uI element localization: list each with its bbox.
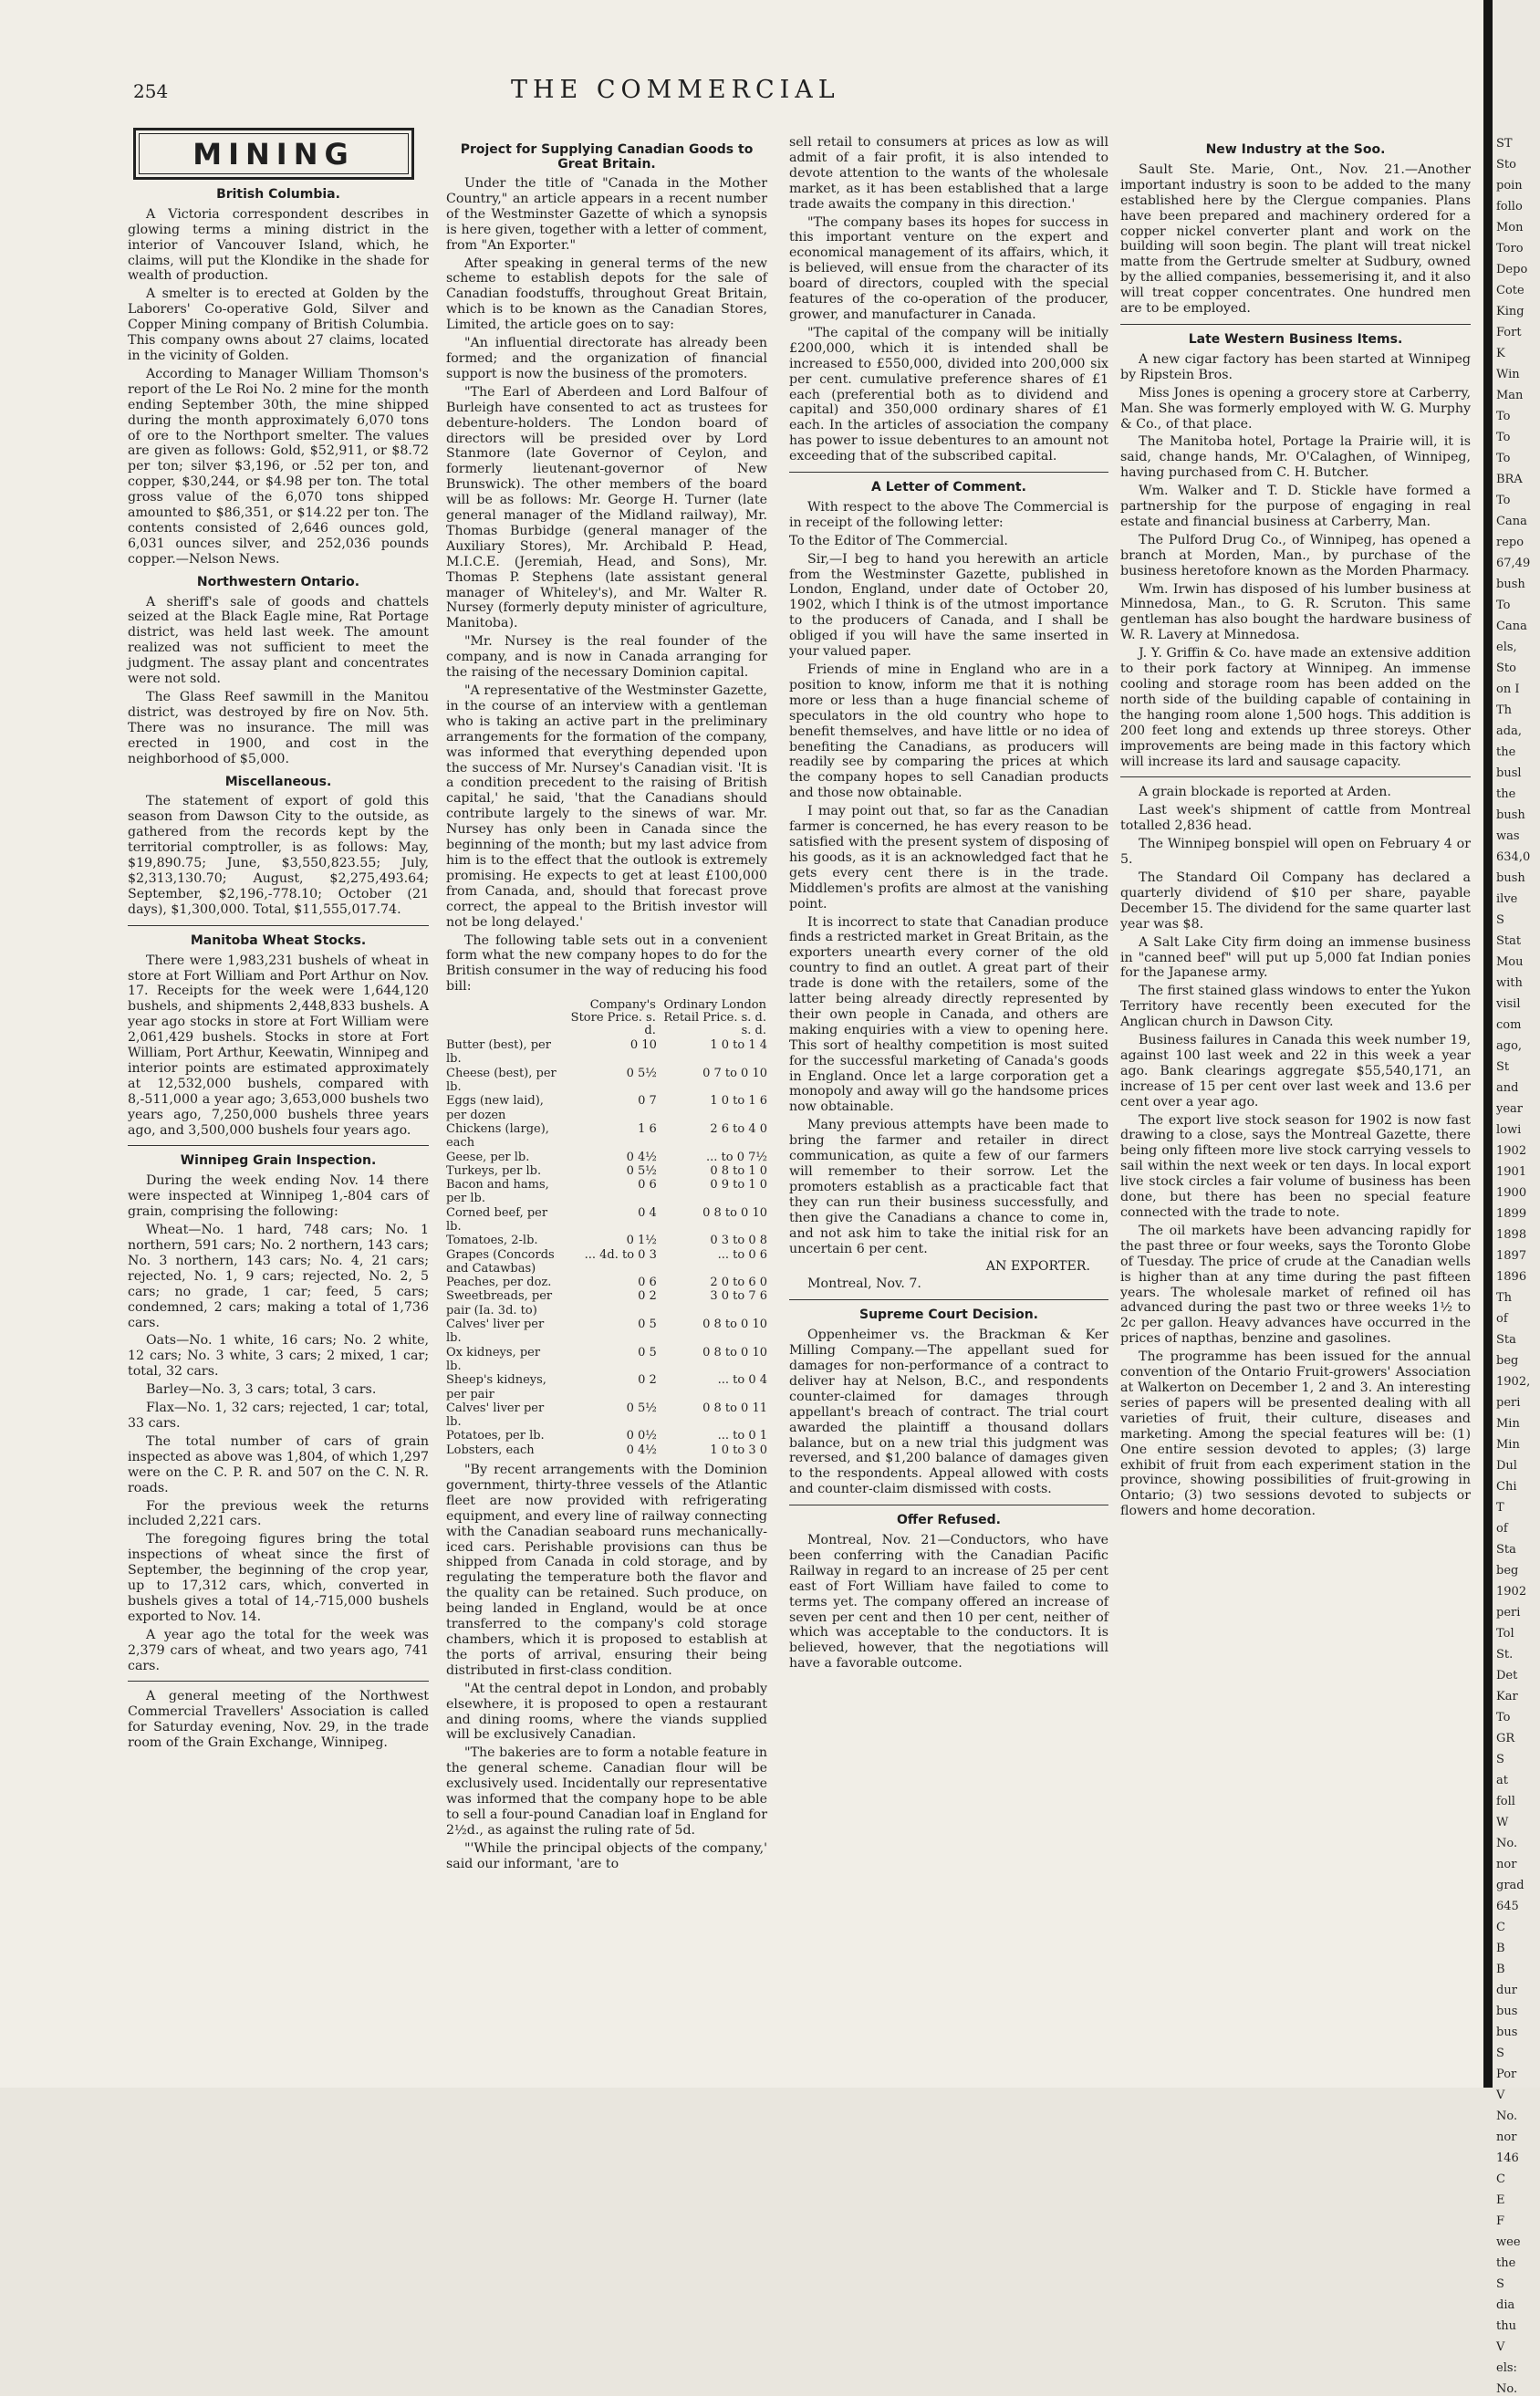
adjacent-page-fragment: bush xyxy=(1496,871,1525,885)
adjacent-page-fragment: Toro xyxy=(1496,242,1524,255)
adjacent-page-fragment: nor xyxy=(1496,1858,1517,1871)
offer-refused-heading: Offer Refused. xyxy=(896,1513,1002,1528)
news-item: The export live stock season for 1902 is now fast drawing to a close, says the Montreal Gazette, there being only fifteen more live stock carrying vessels to sail within the next week or ten days. In local export live stock circles a fair volume of business has been done, but there has been no special feature connected with the trade to note. xyxy=(1120,1112,1471,1220)
price-cell-retail: 0 8 to 0 10 xyxy=(702,1318,767,1332)
adjacent-page-fragment: ilve xyxy=(1496,892,1518,906)
adjacent-page-fragment: To xyxy=(1496,599,1511,612)
price-table-row xyxy=(446,1373,767,1401)
british-columbia-heading: British Columbia. xyxy=(216,186,340,202)
price-cell-retail: 2 6 to 4 0 xyxy=(710,1121,767,1136)
price-cell-store: 0 5½ xyxy=(626,1401,657,1415)
adjacent-page-fragment: peri xyxy=(1496,1396,1521,1410)
article-paragraph: A Victoria correspondent describes in glowing terms a mining district in the interior of Vancouver Island, which, he claims, will put the Klondike in the shade for wealth of production. xyxy=(128,206,429,284)
article-paragraph: The foregoing figures bring the total inspections of wheat since the first of September, the beginning of the crop year, up to 17,312 cars, which, converted in bushels gives a total of 14,-715,000 bushels exported to Nov. 14. xyxy=(128,1532,429,1624)
article-paragraph: With respect to the above The Commercial is in receipt of the following letter: xyxy=(789,499,1108,530)
news-item: The Winnipeg bonspiel will open on February 4 or 5. xyxy=(1120,837,1471,868)
price-table-row xyxy=(446,1122,767,1151)
new-industry-soo-heading: New Industry at the Soo. xyxy=(1205,142,1386,157)
adjacent-page-fragment: 1899 xyxy=(1496,1207,1527,1221)
price-table-row xyxy=(446,1318,767,1346)
adjacent-page-fragment: of xyxy=(1496,1312,1508,1326)
price-cell-store: 0 5 xyxy=(638,1318,657,1332)
article-paragraph: A smelter is to erected at Golden by the Laborers' Co-operative Gold, Silver and Copper Mining company of British Columbia. This company owns about 27 claims, located in the vicinity of Golden. xyxy=(128,286,429,363)
article-paragraph: Oats—No. 1 white, 16 cars; No. 2 white, 12 cars; No. 3 white, 3 cars; 2 mixed, 1 car; total, 32 cars. xyxy=(128,1333,429,1380)
article-paragraph: "The Earl of Aberdeen and Lord Balfour of Burleigh have consented to act as trustees for debenture-holders. The London board of directors will be presided over by Lord Stanmore (late Governor of Ceylon, and formerly lieutenant-governor of New Brunswick). The other members of the board will be as follows: Mr. George H. Turner (late general manager of the Midland railway), Mr. Thomas Burbidge (general manager of the Auxiliary Stores), Mr. Archibald P. Head, M.I.C.E. (Jeremiah, Head, and Sons), Mr. Thomas P. Stephens (late assistant general manager of Whiteley's), and Mr. Walter R. Nursey (formerly deputy minister of agriculture, Manitoba). xyxy=(446,384,767,631)
letter-of-comment-heading: A Letter of Comment. xyxy=(871,480,1026,495)
article-paragraph: Sault Ste. Marie, Ont., Nov. 21.—Another important industry is soon to be added to the many established here by the Clergue companies. Plans have been prepared and machinery ordered for a copper nickel converter plant and work on the building will soon begin. The plant will treat nickel matte from the Gertrude smelter at Sudbury, owned by the allied companies, bessemerising it, and it also will treat copper concentrates. One hundred men are to be employed. xyxy=(1120,161,1471,317)
article-paragraph: "'While the principal objects of the company,' said our informant, 'are to xyxy=(446,1840,767,1871)
adjacent-page-fragment: bush xyxy=(1496,578,1525,591)
adjacent-page-fragment: beg xyxy=(1496,1354,1519,1368)
article-paragraph: A sheriff's sale of goods and chattels seized at the Black Eagle mine, Rat Portage district, was held last week. The amount realized was not sufficient to meet the judgment. The assay plant and concentrates were not sold. xyxy=(128,594,429,687)
adjacent-page-fragment: the xyxy=(1496,745,1516,759)
adjacent-page-edge xyxy=(1493,0,1540,2396)
article-paragraph: Barley—No. 3, 3 cars; total, 3 cars. xyxy=(146,1382,377,1398)
price-cell-item: Tomatoes, 2-lb. xyxy=(446,1234,538,1248)
adjacent-page-fragment: Min xyxy=(1496,1417,1520,1431)
adjacent-page-fragment: Tol xyxy=(1496,1627,1514,1641)
price-table-row xyxy=(446,1289,767,1318)
adjacent-page-fragment: Min xyxy=(1496,1438,1520,1452)
adjacent-page-fragment: thu xyxy=(1496,2319,1516,2333)
adjacent-page-fragment: 634,0 xyxy=(1496,850,1531,864)
winnipeg-grain-inspection-heading: Winnipeg Grain Inspection. xyxy=(180,1153,377,1169)
price-cell-item: Corned beef, per lb. xyxy=(446,1205,548,1234)
price-cell-store: 0 2 xyxy=(638,1373,657,1388)
price-cell-store: 0 5½ xyxy=(626,1066,657,1080)
news-item: The first stained glass windows to enter the Yukon Territory have recently been executed for the Anglican church in Dawson City. xyxy=(1120,984,1471,1030)
section-divider xyxy=(128,1681,429,1682)
adjacent-page-fragment: Dul xyxy=(1496,1459,1517,1473)
adjacent-page-fragment: 146 xyxy=(1496,2151,1519,2165)
article-paragraph: "By recent arrangements with the Dominion government, thirty-three vessels of the Atlantic fleet are now provided with refrigerating equipment, and every line of railway connecting with the Canadian seaboard runs mechanically-iced cars. Perishable provisions can thus be shipped from Canada in cold storage, and by regulating the temperature both the flavor and the quality can be retained. Such produce, on being landed in England, would be at once transferred to the company's cold storage chambers, which it is proposed to establish at the ports of arrival, ensuring their being distributed in first-class condition. xyxy=(446,1463,767,1678)
adjacent-page-fragment: 1896 xyxy=(1496,1270,1527,1284)
article-paragraph: I may point out that, so far as the Canadian farmer is concerned, he has every reason to be satisfied with the present system of disposing of his goods, as it is an acknowledged fact that he gets every cent there is in the trade. Middlemen's profits are almost at the vanishing point. xyxy=(789,804,1108,912)
adjacent-page-fragment: Kar xyxy=(1496,1690,1518,1703)
adjacent-page-fragment: St xyxy=(1496,1060,1510,1074)
price-cell-item: Bacon and hams, per lb. xyxy=(446,1178,549,1206)
supreme-court-heading: Supreme Court Decision. xyxy=(858,1307,1038,1323)
article-paragraph: According to Manager William Thomson's report of the Le Roi No. 2 mine for the month ending September 30th, the mine shipped during the month approximately 6,070 tons of ore to the Northport smelter. The values are given as follows: Gold, $52,911, or $8.72 per ton; silver $3,196, or .52 per ton, and copper, $30,244, or $4.98 per ton. The total gross value of the 6,070 tons shipped amounted to $86,351, or $14.22 per ton. The contents consisted of 2,646 ounces gold, 6,031 ounces silver, and 252,036 pounds copper.—Nelson News. xyxy=(128,366,429,567)
price-table-row xyxy=(446,1164,767,1178)
price-cell-item: Geese, per lb. xyxy=(446,1150,530,1164)
adjacent-page-fragment: dia xyxy=(1496,2298,1515,2312)
adjacent-page-fragment: bush xyxy=(1496,808,1525,822)
section-divider xyxy=(789,1299,1108,1300)
article-paragraph: Wm. Irwin has disposed of his lumber business at Minnedosa, Man., to G. R. Scruton. This same gentleman has also bought the hardware business of W. R. Lavery at Minnedosa. xyxy=(1120,581,1471,643)
adjacent-page-fragment: S xyxy=(1496,1753,1504,1766)
adjacent-page-fragment: Mon xyxy=(1496,221,1524,234)
price-cell-item: Lobsters, each xyxy=(446,1443,535,1457)
news-item: Business failures in Canada this week number 19, against 100 last week and 22 in this week a year ago. Bank clearings aggregate $55,540,171, an increase of 15 per cent over last week and 13.6 per cent over a year ago. xyxy=(1120,1033,1471,1109)
adjacent-page-fragment: els, xyxy=(1496,641,1517,654)
article-paragraph: Wheat—No. 1 hard, 748 cars; No. 1 northern, 591 cars; No. 2 northern, 143 cars; No. 3 northern, 143 cars; No. 4, 21 cars; rejected, No. 1, 9 cars; rejected, No. 2, 5 cars; no grade, 1 car; feed, 5 cars; condemned, 2 cars; making a total of 1,736 cars. xyxy=(128,1223,429,1330)
article-paragraph: A new cigar factory has been started at Winnipeg by Ripstein Bros. xyxy=(1120,351,1471,382)
price-cell-retail: 0 8 to 0 10 xyxy=(702,1345,767,1359)
price-table-row xyxy=(446,1094,767,1122)
adjacent-page-fragment: Sto xyxy=(1496,662,1516,675)
adjacent-page-fragment: 67,49 xyxy=(1496,557,1531,570)
adjacent-page-fragment: com xyxy=(1496,1018,1522,1032)
price-table-header xyxy=(446,998,767,1038)
adjacent-page-fragment: BRA xyxy=(1496,473,1523,486)
price-cell-item: Ox kidneys, per lb. xyxy=(446,1345,541,1373)
column-2 xyxy=(446,135,767,1875)
column-1 xyxy=(128,128,429,1754)
price-cell-store: 0 5 xyxy=(638,1345,657,1359)
adjacent-page-fragment: Sto xyxy=(1496,158,1516,172)
price-cell-item: Cheese (best), per lb. xyxy=(446,1066,557,1095)
price-cell-item: Calves' liver per lb. xyxy=(446,1401,545,1430)
price-cell-item: Calves' liver per lb. xyxy=(446,1318,545,1346)
adjacent-page-fragment: V xyxy=(1496,2089,1505,2102)
adjacent-page-fragment: the xyxy=(1496,2256,1516,2270)
miscellaneous-heading: Miscellaneous. xyxy=(224,774,332,789)
price-cell-retail: 0 8 to 1 0 xyxy=(710,1163,767,1178)
column-3 xyxy=(789,135,1108,1674)
section-divider xyxy=(1120,776,1471,777)
adjacent-page-fragment: Cana xyxy=(1496,515,1527,528)
adjacent-page-fragment: S xyxy=(1496,913,1504,927)
adjacent-page-fragment: Fort xyxy=(1496,326,1522,339)
price-cell-item: Eggs (new laid), per dozen xyxy=(446,1094,544,1122)
price-cell-store: 0 4 xyxy=(638,1205,657,1220)
adjacent-page-fragment: and xyxy=(1496,1081,1519,1095)
adjacent-page-fragment: Th xyxy=(1496,703,1513,717)
price-table-row xyxy=(446,1067,767,1095)
article-paragraph: J. Y. Griffin & Co. have made an extensive addition to their pork factory at Winnipeg. An immense cooling and storage room has been added on the north side of the building capable of containing in the hanging room alone 1,500 hogs. This addition is 200 feet long and extends up three storeys. Other improvements are being made in this factory which will increase its lard and sausage capacity. xyxy=(1120,646,1471,769)
adjacent-page-fragment: Depo xyxy=(1496,263,1528,276)
late-western-business-heading: Late Western Business Items. xyxy=(1188,331,1403,347)
adjacent-page-fragment: Cote xyxy=(1496,284,1524,297)
price-cell-item: Chickens (large), each xyxy=(446,1121,549,1151)
price-cell-store: 0 6 xyxy=(638,1178,657,1193)
article-paragraph: Friends of mine in England who are in a position to know, inform me that it is nothing more or less than a huge financial scheme of speculators in the old country who hope to benefit themselves, and have little or no idea of benefiting the Canadians, as producers will readily see by comparing the prices at which the company hopes to sell Canadian products and those now obtainable. xyxy=(789,662,1108,801)
adjacent-page-fragment: F xyxy=(1496,2214,1505,2228)
adjacent-page-fragment: Chi xyxy=(1496,1480,1517,1494)
adjacent-page-fragment: peri xyxy=(1496,1606,1521,1620)
news-item: Last week's shipment of cattle from Montreal totalled 2,836 head. xyxy=(1120,803,1471,834)
price-table-row xyxy=(446,1178,767,1206)
news-item: A Salt Lake City firm doing an immense business in "canned beef" will put up 5,000 fat Indian ponies for the Japanese army. xyxy=(1120,934,1471,981)
price-cell-retail: ... to 0 6 xyxy=(717,1247,767,1262)
adjacent-page-fragment: No. xyxy=(1496,2110,1518,2123)
price-table-col-store: Company's Store Price. s. d. xyxy=(570,998,656,1038)
price-cell-store: 0 7 xyxy=(638,1094,657,1109)
price-cell-item: Potatoes, per lb. xyxy=(446,1429,545,1443)
adjacent-page-fragment: 1901 xyxy=(1496,1165,1527,1179)
adjacent-page-fragment: To xyxy=(1496,1711,1511,1724)
adjacent-page-fragment: K xyxy=(1496,347,1505,360)
price-table-row xyxy=(446,1151,767,1164)
adjacent-page-fragment: at xyxy=(1496,1774,1508,1787)
adjacent-page-fragment: T xyxy=(1496,1501,1504,1515)
adjacent-page-fragment: was xyxy=(1496,829,1520,843)
adjacent-page-fragment: wee xyxy=(1496,2235,1521,2249)
adjacent-page-fragment: Mou xyxy=(1496,955,1524,969)
adjacent-page-fragment: Th xyxy=(1496,1291,1513,1305)
adjacent-page-fragment: follo xyxy=(1496,200,1523,214)
article-paragraph: During the week ending Nov. 14 there were inspected at Winnipeg 1,-804 cars of grain, comprising the following: xyxy=(128,1173,429,1220)
adjacent-page-fragment: C xyxy=(1496,2172,1505,2186)
price-table-col-retail: Ordinary London Retail Price. s. d. s. d. xyxy=(663,998,766,1038)
price-table-row xyxy=(446,1248,767,1276)
adjacent-page-fragment: dur xyxy=(1496,1984,1517,1997)
price-table-row xyxy=(446,1206,767,1234)
price-cell-store: 0 4½ xyxy=(626,1150,657,1164)
adjacent-page-fragment: Por xyxy=(1496,2068,1517,2081)
adjacent-page-fragment: repo xyxy=(1496,536,1524,549)
article-paragraph: The total number of cars of grain inspected as above was 1,804, of which 1,297 were on the C. P. R. and 507 on the C. N. R. roads. xyxy=(128,1433,429,1495)
price-cell-store: 0 4½ xyxy=(626,1443,657,1457)
adjacent-page-fragment: of xyxy=(1496,1522,1508,1536)
adjacent-page-fragment: with xyxy=(1496,976,1523,990)
price-cell-item: Peaches, per doz. xyxy=(446,1276,552,1290)
adjacent-page-fragment: on I xyxy=(1496,682,1520,696)
northwestern-ontario-heading: Northwestern Ontario. xyxy=(196,574,360,589)
article-paragraph: Under the title of "Canada in the Mother Country," an article appears in a recent number of the Westminster Gazette of which a synopsis is here given, together with a letter of comment, from "An Exporter." xyxy=(446,176,767,253)
article-paragraph: "The bakeries are to form a notable feature in the general scheme. Canadian flour will be exclusively used. Incidentally our representative was informed that the company hope to be able to sell a four-pound Canadian loaf in England for 2½d., as against the ruling rate of 5d. xyxy=(446,1745,767,1838)
price-cell-retail: 0 7 to 0 10 xyxy=(702,1066,767,1080)
page-gutter-shadow xyxy=(1483,0,1493,2088)
adjacent-page-fragment: Man xyxy=(1496,389,1524,402)
price-cell-item: Turkeys, per lb. xyxy=(446,1163,542,1178)
price-cell-item: Grapes (Concords and Catawbas) xyxy=(446,1247,555,1276)
price-cell-store: 0 10 xyxy=(630,1038,657,1053)
adjacent-page-fragment: Det xyxy=(1496,1669,1518,1682)
adjacent-page-fragment: Win xyxy=(1496,368,1520,381)
letter-signature: AN EXPORTER. xyxy=(985,1259,1090,1275)
adjacent-page-fragment: To xyxy=(1496,494,1511,507)
adjacent-page-fragment: C xyxy=(1496,1921,1505,1934)
adjacent-page-fragment: Sta xyxy=(1496,1333,1516,1347)
article-paragraph: The following table sets out in a convenient form what the new company hopes to do for the British consumer in the way of reducing his food bill: xyxy=(446,932,767,995)
masthead-title: THE COMMERCIAL xyxy=(511,76,840,104)
adjacent-page-fragment: 1900 xyxy=(1496,1186,1527,1200)
letter-dateline: Montreal, Nov. 7. xyxy=(807,1276,921,1292)
adjacent-page-fragment: year xyxy=(1496,1102,1524,1116)
adjacent-page-fragment: beg xyxy=(1496,1564,1519,1578)
article-paragraph: sell retail to consumers at prices as low as will admit of a fair profit, it is also intended to devote attention to the wants of the wholesale market, as it has been established that a large trade awaits the company in this direction.' xyxy=(789,135,1108,212)
price-cell-item: Sweetbreads, per pair (Ia. 3d. to) xyxy=(446,1289,553,1318)
adjacent-page-fragment: bus xyxy=(1496,2005,1518,2018)
section-divider xyxy=(789,472,1108,473)
article-paragraph: The Glass Reef sawmill in the Manitou district, was destroyed by fire on Nov. 5th. There was no insurance. The mill was erected in 1900, and cost in the neighborhood of $5,000. xyxy=(128,690,429,766)
price-table-row xyxy=(446,1038,767,1067)
adjacent-page-fragment: 645 xyxy=(1496,1900,1519,1913)
adjacent-page-fragment: To xyxy=(1496,410,1511,423)
price-cell-retail: 2 0 to 6 0 xyxy=(710,1276,767,1290)
article-paragraph: Oppenheimer vs. the Brackman & Ker Milling Company.—The appellant sued for damages for non-performance of a contract to deliver hay at Nelson, B.C., and respondents counter-claimed for damages through appellant's breach of contract. The trial court awarded the plaintiff a thousand dollars balance, but on a new trial this judgment was reversed, and $1,200 balance of damages given to the respondents. Appeal allowed with costs and counter-claim dismissed with costs. xyxy=(789,1328,1108,1497)
price-cell-retail: 0 3 to 0 8 xyxy=(710,1234,767,1248)
column-4 xyxy=(1120,135,1471,1522)
price-cell-retail: 0 8 to 0 10 xyxy=(702,1205,767,1220)
adjacent-page-fragment: ST xyxy=(1496,137,1513,151)
section-divider xyxy=(1120,324,1471,325)
adjacent-page-fragment: St. xyxy=(1496,1648,1514,1662)
adjacent-page-fragment: bus xyxy=(1496,2026,1518,2039)
article-paragraph: A general meeting of the Northwest Commercial Travellers' Association is called for Saturday evening, Nov. 29, in the trade room of the Grain Exchange, Winnipeg. xyxy=(128,1689,429,1751)
price-cell-store: 0 0½ xyxy=(626,1429,657,1443)
article-paragraph: There were 1,983,231 bushels of wheat in store at Fort William and Port Arthur on Nov. 17. Receipts for the week were 1,644,120 bushels, and shipments 2,448,833 bushels. A year ago stocks in store at Fort William were 2,061,429 bushels. Stocks in store at Fort William, Port Arthur, Keewatin, Winnipeg and interior points are estimated approximately at 12,532,000 bushels, compared with 8,-511,000 a year ago; 3,653,000 bushels two years ago, 7,250,000 bushels three years ago, and 3,500,000 bushels four years ago. xyxy=(128,953,429,1138)
price-cell-store: 0 1½ xyxy=(626,1234,657,1248)
adjacent-page-fragment: poin xyxy=(1496,179,1523,193)
adjacent-page-fragment: foll xyxy=(1496,1795,1515,1808)
price-table-row xyxy=(446,1234,767,1247)
adjacent-page-fragment: E xyxy=(1496,2193,1505,2207)
adjacent-page-fragment: ago, xyxy=(1496,1039,1523,1053)
news-item: The programme has been issued for the annual convention of the Ontario Fruit-growers' Association at Walkerton on December 1, 2 and 3. An interesting series of papers will be presented dealing with all varieties of fruit, their culture, diseases and marketing. Among the special features will be: (1) One entire session devoted to apples; (3) large exhibit of fruit from each experiment station in the province, showing possibilities of fruit-growing in Ontario; (3) two sessions devoted to subjects or flowers and home decoration. xyxy=(1120,1349,1471,1519)
article-paragraph: The statement of export of gold this season from Dawson City to the outside, as gathered from the records kept by the territorial comptroller, is as follows: May, $19,890.75; June, $3,550,823.55; July, $2,313,130.70; August, $2,275,493.64; September, $2,196,-778.10; October (21 days), $1,300,000. Total, $11,555,017.74. xyxy=(128,794,429,917)
price-cell-store: 0 2 xyxy=(638,1289,657,1304)
adjacent-page-fragment: 1898 xyxy=(1496,1228,1527,1242)
price-cell-retail: 1 0 to 1 4 xyxy=(710,1038,767,1053)
article-paragraph: It is incorrect to state that Canadian produce finds a restricted market in Great Britain, as the exporters unearth every corner of the old country to find an outlet. A great part of their trade is done with the retailers, some of the latter being already directly represented by their own people in Canada, and others are making enquiries with a view to opening here. This sort of healthy competition is most suited for the successful marketing of Canada's goods in England. Once let a large corporation get a monopoly and away will go the handsome prices now obtainable. xyxy=(789,914,1108,1115)
adjacent-page-fragment: 1902 xyxy=(1496,1144,1527,1158)
price-cell-store: 1 6 xyxy=(638,1121,657,1136)
article-paragraph: The Pulford Drug Co., of Winnipeg, has opened a branch at Morden, Man., by purchase of the business heretofore known as the Morden Pharmacy. xyxy=(1120,532,1471,578)
page-number: 254 xyxy=(133,80,169,102)
mining-section-title: MINING xyxy=(139,133,409,174)
price-cell-retail: ... to 0 4 xyxy=(717,1373,767,1388)
price-cell-retail: 1 0 to 3 0 xyxy=(710,1443,767,1457)
article-paragraph: For the previous week the returns included 2,221 cars. xyxy=(128,1498,429,1529)
manitoba-wheat-stocks-heading: Manitoba Wheat Stocks. xyxy=(190,932,367,948)
adjacent-page-fragment: 1902 xyxy=(1496,1585,1527,1599)
adjacent-page-fragment: Sta xyxy=(1496,1543,1516,1557)
price-cell-store: 0 5½ xyxy=(626,1163,657,1178)
article-paragraph: Montreal, Nov. 21—Conductors, who have been conferring with the Canadian Pacific Railway in regard to an increase of 25 per cent east of Fort William have failed to come to terms yet. The company offered an increase of seven per cent and then 10 per cent, neither of which was acceptable to the conductors. It is believed, however, that the negotiations will have a favorable outcome. xyxy=(789,1533,1108,1672)
adjacent-page-fragment: V xyxy=(1496,2340,1505,2354)
mining-section-box xyxy=(133,128,414,180)
section-divider xyxy=(128,925,429,926)
price-cell-retail: ... to 0 1 xyxy=(717,1429,767,1443)
adjacent-page-fragment: B xyxy=(1496,1963,1505,1976)
article-paragraph: "Mr. Nursey is the real founder of the company, and is now in Canada arranging for the raising of the necessary Dominion capital. xyxy=(446,634,767,681)
article-paragraph: Sir,—I beg to hand you herewith an article from the Westminster Gazette, published in London, England, under date of October 20, 1902, which I think is of the utmost importance to the producers of Canada, and I shall be obliged if you will have the same inserted in your valued paper. xyxy=(789,551,1108,660)
adjacent-page-fragment: B xyxy=(1496,1942,1505,1955)
section-divider xyxy=(128,1145,429,1146)
price-table-row xyxy=(446,1276,767,1289)
adjacent-page-fragment: S xyxy=(1496,2277,1504,2291)
article-paragraph: Wm. Walker and T. D. Stickle have formed a partnership for the purpose of engaging in real estate and financial business at Carberry, Man. xyxy=(1120,484,1471,529)
price-table-row xyxy=(446,1443,767,1457)
price-cell-item: Sheep's kidneys, per pair xyxy=(446,1373,546,1401)
price-cell-store: ... 4d. to 0 3 xyxy=(584,1247,657,1262)
adjacent-page-fragment: S xyxy=(1496,2047,1504,2060)
adjacent-page-fragment: Stat xyxy=(1496,934,1522,948)
article-paragraph: "The company bases its hopes for success in this important venture on the expert and economical management of its affairs, which, it is believed, will ensue from the character of its board of directors, coupled with the special features of the co-operation of the producer, grower, and manufacturer in Canada. xyxy=(789,214,1108,322)
price-table-body xyxy=(446,1038,767,1457)
price-cell-retail: 3 0 to 7 6 xyxy=(710,1289,767,1304)
price-table-row xyxy=(446,1346,767,1374)
adjacent-page-fragment: the xyxy=(1496,787,1516,801)
article-paragraph: Miss Jones is opening a grocery store at Carberry, Man. She was formerly employed with W. G. Murphy & Co., of that place. xyxy=(1120,385,1471,432)
news-item: The Standard Oil Company has declared a quarterly dividend of $10 per share, payable December 15. The dividend for the same quarter last year was $8. xyxy=(1120,870,1471,932)
adjacent-page-fragment: King xyxy=(1496,305,1524,318)
adjacent-page-fragment: GR xyxy=(1496,1732,1515,1745)
adjacent-page-fragment: No. xyxy=(1496,2382,1518,2396)
article-paragraph: Many previous attempts have been made to bring the farmer and retailer in direct communication, as quite a few of our farmers will remember to their sorrow. Let the promoters establish as a practicable fact that they can run their business successfully, and then give the Canadians a chance to come in, and not ask him to take the initial risk for an uncertain 6 per cent. xyxy=(789,1118,1108,1256)
price-cell-retail: 0 8 to 0 11 xyxy=(702,1401,767,1415)
adjacent-page-fragment: els: xyxy=(1496,2361,1517,2375)
adjacent-page-fragment: grad xyxy=(1496,1879,1524,1892)
article-paragraph: A year ago the total for the week was 2,379 cars of wheat, and two years ago, 741 cars. xyxy=(128,1627,429,1673)
adjacent-page-fragment: nor xyxy=(1496,2130,1517,2144)
price-cell-item: Butter (best), per lb. xyxy=(446,1038,551,1067)
price-cell-retail: ... to 0 7½ xyxy=(706,1150,767,1164)
adjacent-page-fragment: To xyxy=(1496,431,1511,444)
article-paragraph: "A representative of the Westminster Gazette, in the course of an interview with a gentleman who is taking an active part in the preliminary arrangements for the formation of the company, was informed that everything depended upon the success of Mr. Nursey's Canadian visit. 'It is a condition precedent to the raising of British capital,' he said, 'that the Canadians should contribute largely to the sinews of war. Mr. Nursey has only been in Canada since the beginning of the month; but my last advice from him is to the effect that the outlook is extremely promising. He expects to get at least £100,000 from Canada, and, should that forecast prove correct, the appeal to the British investor will not be long delayed.' xyxy=(446,683,767,930)
adjacent-page-fragment: 1897 xyxy=(1496,1249,1527,1263)
adjacent-page-fragment: Cana xyxy=(1496,620,1527,633)
article-paragraph: To the Editor of The Commercial. xyxy=(789,533,1008,548)
adjacent-page-fragment: W xyxy=(1496,1816,1509,1829)
price-cell-retail: 1 0 to 1 6 xyxy=(710,1094,767,1109)
article-paragraph: After speaking in general terms of the new scheme to establish depots for the sale of Canadian foodstuffs, throughout Great Britain, which is to be known as the Canadian Stores, Limited, the article goes on to say: xyxy=(446,255,767,333)
news-item: The oil markets have been advancing rapidly for the past three or four weeks, says the Toronto Globe of Tuesday. The price of crude at the Canadian wells is higher than at any time during the past fifteen years. The wholesale market of refined oil has advanced during the past two or three weeks 1½ to 2c per gallon. Heavy advances have occurred in the prices of napthas, benzine and gasolines. xyxy=(1120,1223,1471,1347)
adjacent-page-fragment: visil xyxy=(1496,997,1521,1011)
adjacent-page-fragment: To xyxy=(1496,452,1511,465)
article-paragraph: "The capital of the company will be initially £200,000, which it is intended shall be increased to £550,000, divided into 200,000 six per cent. cumulative preference shares of £1 each (preferential both as to dividend and capital) and 350,000 ordinary shares of £1 each. In the articles of association the company has power to issue debentures to an amount not exceeding that of the subscribed capital. xyxy=(789,325,1108,464)
adjacent-page-fragment: 1902, xyxy=(1496,1375,1531,1389)
price-cell-store: 0 6 xyxy=(638,1276,657,1290)
article-paragraph: Flax—No. 1, 32 cars; rejected, 1 car; total, 33 cars. xyxy=(128,1401,429,1431)
price-table xyxy=(446,998,767,1457)
adjacent-page-fragment: busl xyxy=(1496,766,1522,780)
adjacent-page-fragment: ada, xyxy=(1496,724,1522,738)
article-paragraph: "At the central depot in London, and probably elsewhere, it is proposed to open a restaurant and dining rooms, where the viands supplied will be exclusively Canadian. xyxy=(446,1681,767,1743)
price-table-row xyxy=(446,1401,767,1430)
article-paragraph: "An influential directorate has already been formed; and the organization of financial support is now the business of the promoters. xyxy=(446,336,767,381)
adjacent-page-fragment: lowi xyxy=(1496,1123,1522,1137)
price-cell-retail: 0 9 to 1 0 xyxy=(710,1178,767,1193)
news-item: A grain blockade is reported at Arden. xyxy=(1139,785,1391,800)
article-paragraph: The Manitoba hotel, Portage la Prairie will, it is said, change hands, Mr. O'Calaghen, of Winnipeg, having purchased from C. H. Butcher. xyxy=(1120,434,1471,481)
price-table-row xyxy=(446,1429,767,1443)
project-canadian-goods-heading: Project for Supplying Canadian Goods to Great Britain. xyxy=(460,142,754,172)
adjacent-page-fragment: No. xyxy=(1496,1837,1518,1850)
